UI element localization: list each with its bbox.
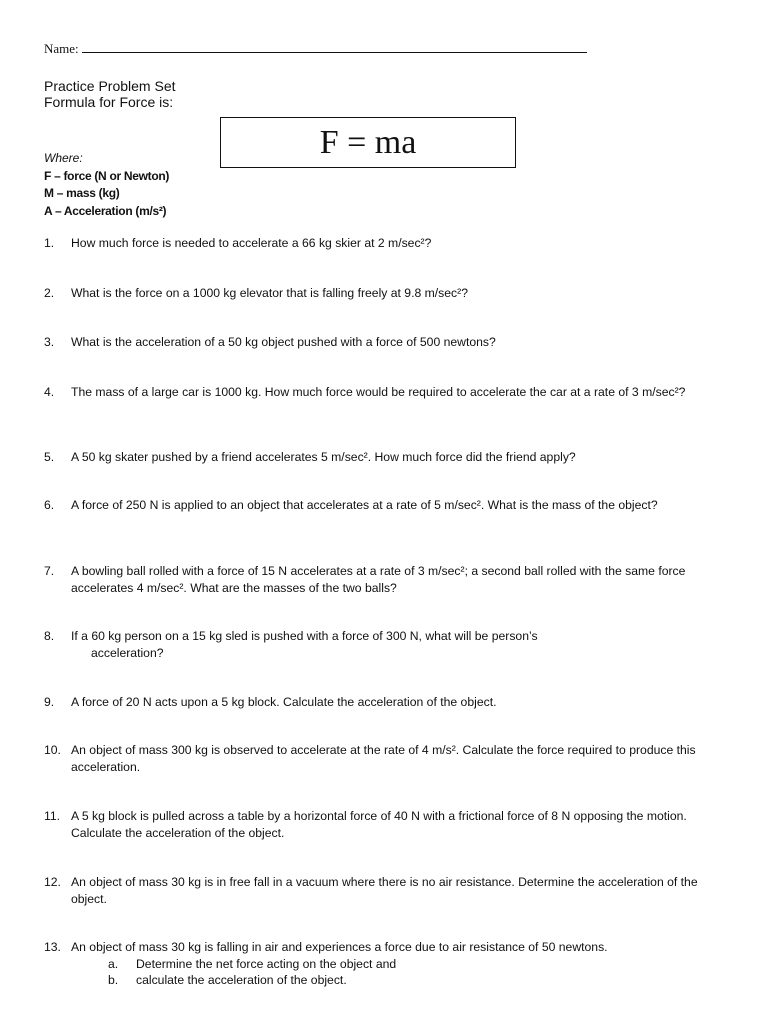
question-1 [44,235,734,252]
question-number: 11. [44,809,61,823]
question-text: An object of mass 300 kg is observed to accelerate at the rate of 4 m/s². Calculate the force required to produce this acceleration. [71,743,696,774]
question-text-main: An object of mass 30 kg is falling in air and experiences a force due to air resistance of 50 newtons. [71,940,608,954]
question-number: 10. [44,743,61,757]
question-number: 13. [44,940,61,954]
question-text: How much force is needed to accelerate a 66 kg skier at 2 m/sec²? [71,236,432,250]
definition-acceleration: A – Acceleration (m/s²) [44,203,167,218]
definition-mass: M – mass (kg) [44,186,120,200]
formula-text: F = ma [319,123,417,161]
sub-question-text: calculate the acceleration of the object. [136,973,347,987]
question-10 [44,742,734,775]
question-number: 12. [44,875,61,889]
question-5 [44,449,734,466]
question-text: A force of 250 N is applied to an object that accelerates at a rate of 5 m/sec². What is the mass of the object? [71,498,658,512]
question-text [71,628,734,661]
formula-box [220,117,516,168]
question-13 [44,939,734,989]
question-number: 7. [44,564,55,578]
worksheet-title: Practice Problem Set [44,78,176,94]
sub-question-label: a. [108,956,119,971]
question-6 [44,497,734,514]
question-3 [44,334,734,351]
question-number: 4. [44,385,55,399]
where-label: Where: [44,151,83,165]
sub-question-b [108,972,734,989]
question-number: 9. [44,695,55,709]
formula-intro: Formula for Force is: [44,94,174,110]
name-row [44,40,587,57]
question-12 [44,874,734,907]
name-label: Name: [44,41,79,56]
question-text: What is the acceleration of a 50 kg object pushed with a force of 500 newtons? [71,335,496,349]
question-2 [44,285,734,302]
question-number: 5. [44,450,55,464]
question-number: 1. [44,236,55,250]
question-text: A 5 kg block is pulled across a table by a horizontal force of 40 N with a frictional force of 8 N opposing the motion. Calculate the acceleration of the object. [71,809,687,840]
question-text: A force of 20 N acts upon a 5 kg block. Calculate the acceleration of the object. [71,695,497,709]
variable-definitions [44,150,169,220]
question-text-line-1: If a 60 kg person on a 15 kg sled is pushed with a force of 300 N, what will be person’s [71,629,538,643]
question-9 [44,694,734,711]
question-number: 2. [44,286,55,300]
question-text [71,939,734,989]
worksheet-heading [44,78,176,110]
question-text: What is the force on a 1000 kg elevator that is falling freely at 9.8 m/sec²? [71,286,468,300]
definition-force: F – force (N or Newton) [44,168,170,183]
question-8 [44,628,734,661]
sub-question-a [108,956,734,973]
question-text: A 50 kg skater pushed by a friend accelerates 5 m/sec². How much force did the friend apply? [71,450,576,464]
sub-question-text: Determine the net force acting on the object and [136,956,397,971]
question-number: 3. [44,335,55,349]
question-text-line-2: acceleration? [91,645,164,660]
question-11 [44,808,734,841]
name-line[interactable] [82,40,587,53]
question-7 [44,563,734,596]
question-number: 6. [44,498,55,512]
question-text: The mass of a large car is 1000 kg. How much force would be required to accelerate the car at a rate of 3 m/sec²? [71,385,686,399]
sub-question-label: b. [108,973,119,987]
question-number: 8. [44,629,55,643]
question-text: A bowling ball rolled with a force of 15 N accelerates at a rate of 3 m/sec²; a second ball rolled with the same force accelerates 4 m/sec². What are the masses of the two balls? [71,564,686,595]
question-4 [44,384,734,401]
question-text: An object of mass 30 kg is in free fall in a vacuum where there is no air resistance. Determine the acceleration of the object. [71,875,698,906]
